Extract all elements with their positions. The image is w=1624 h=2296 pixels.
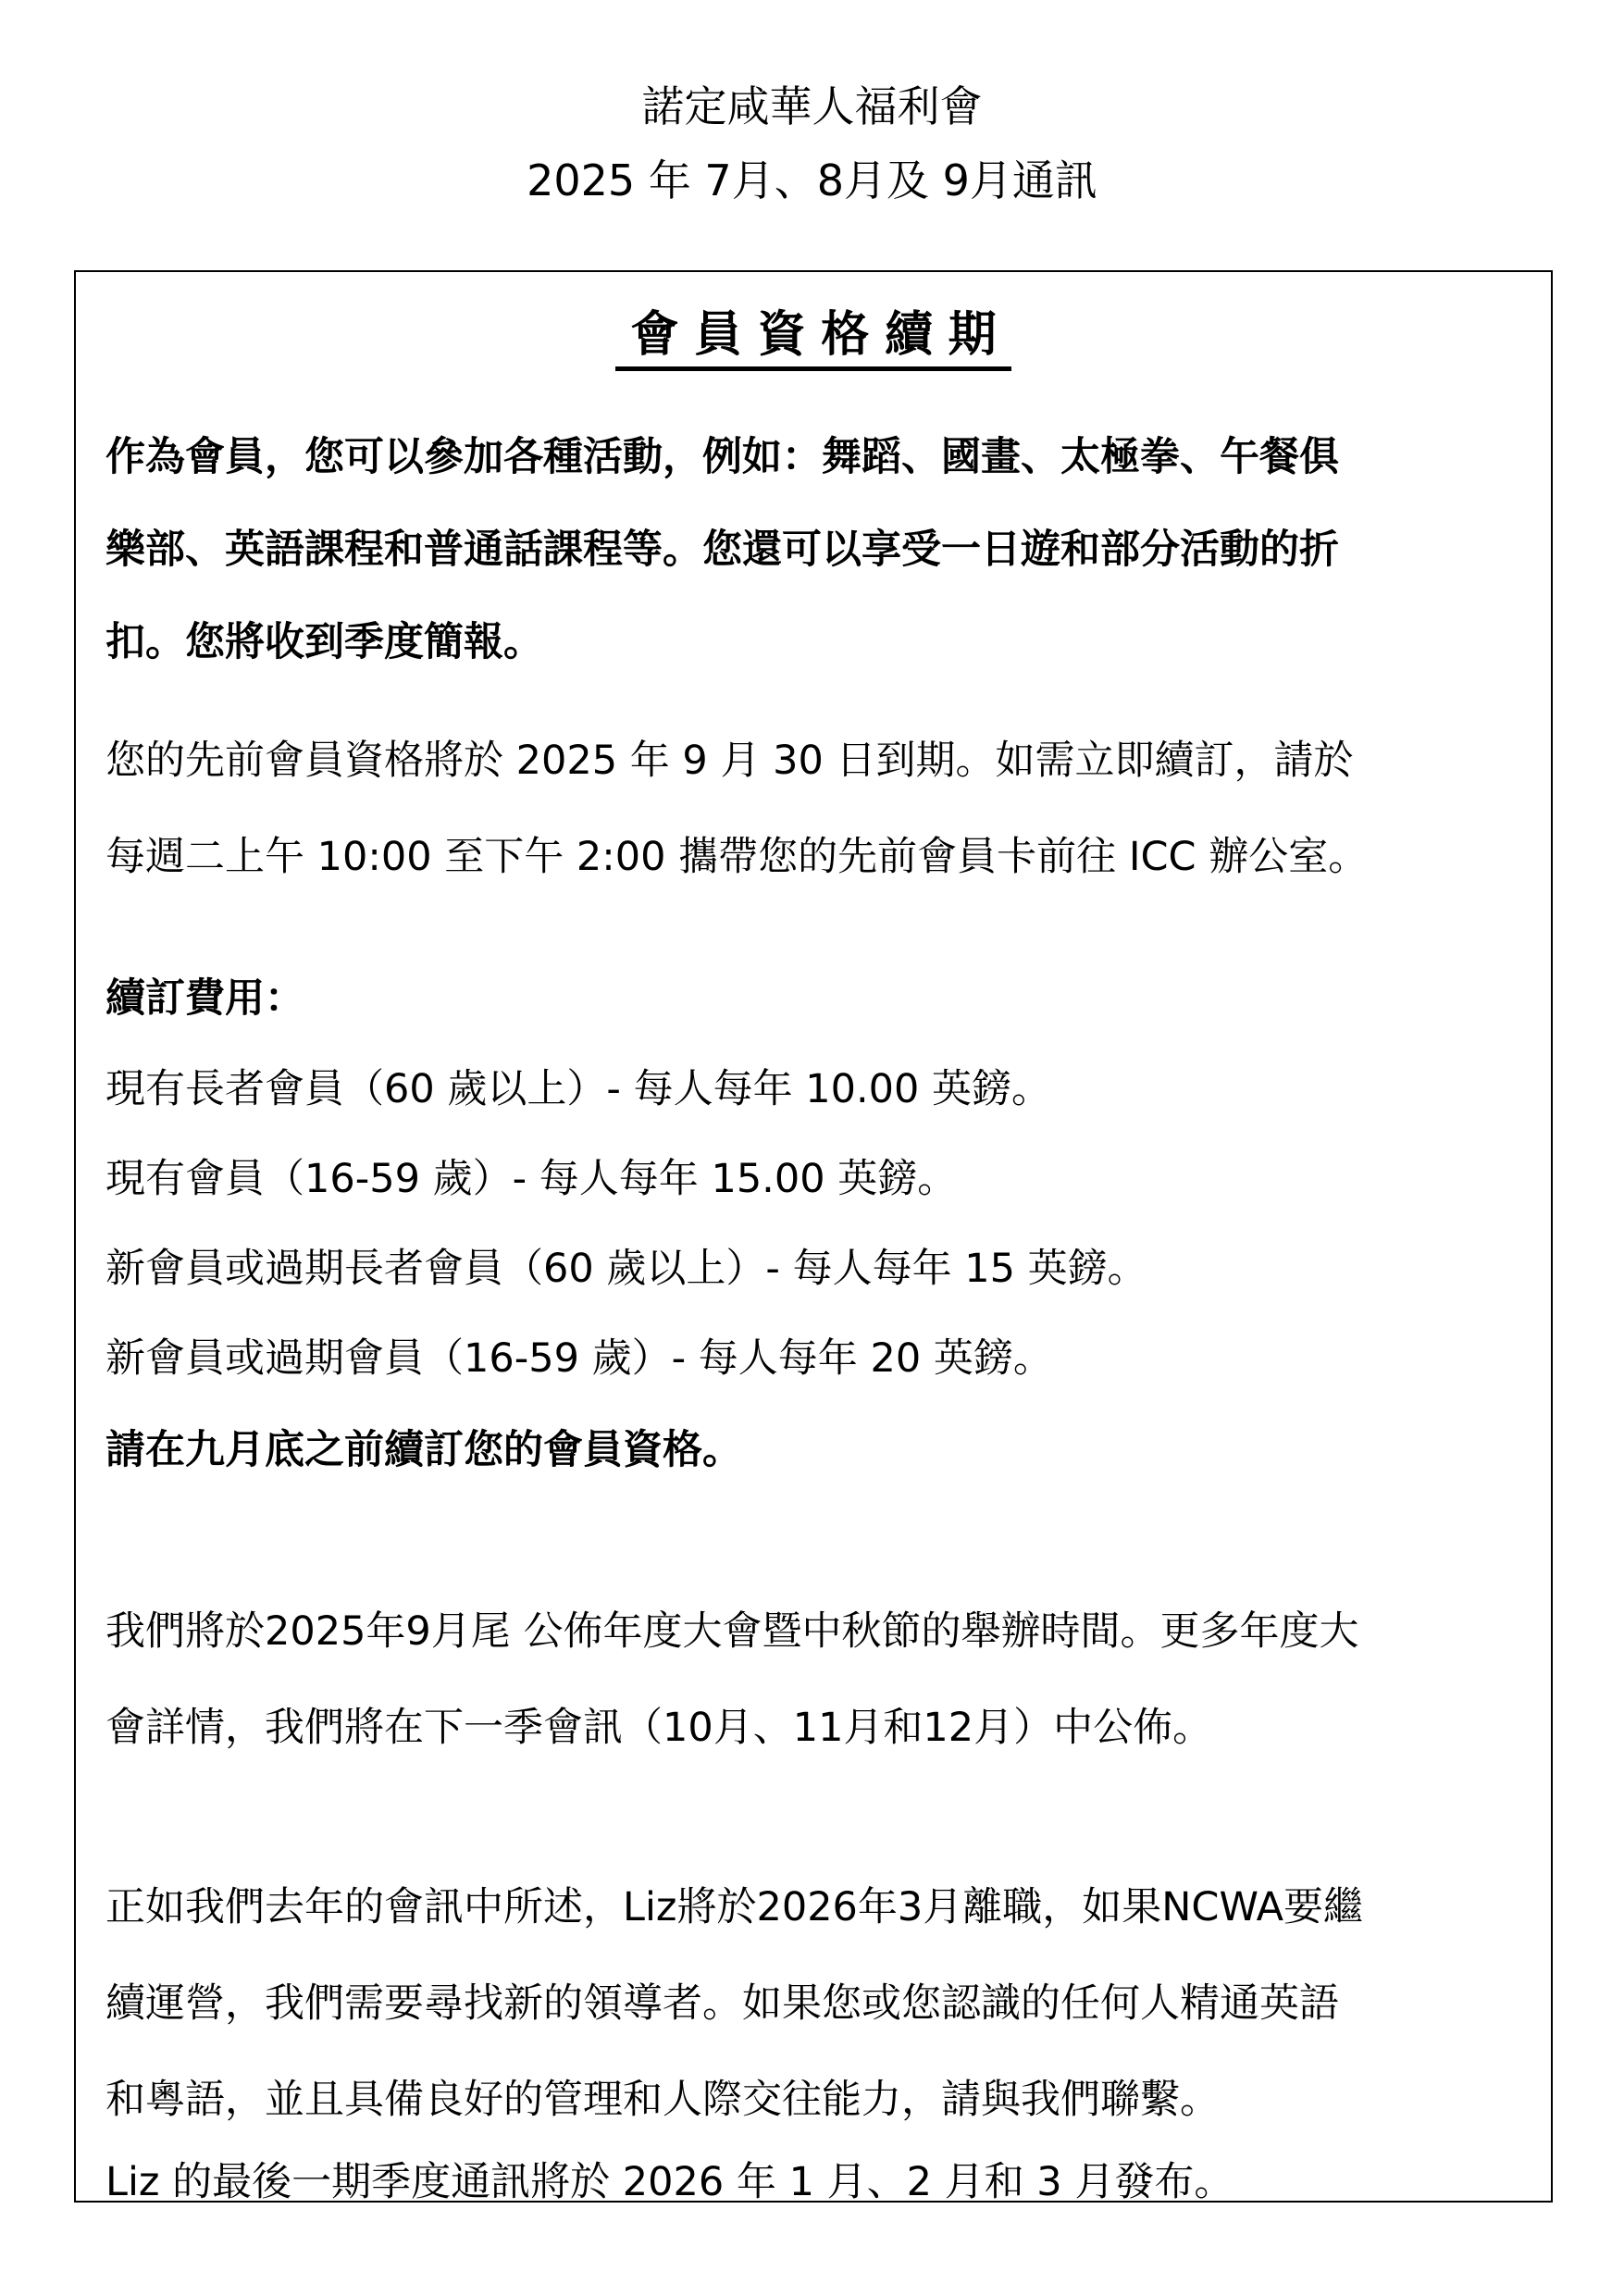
leadership-paragraph — [105, 1859, 1531, 2148]
agm-line: 會詳情，我們將在下一季會訊（10月、11月和12月）中公佈。 — [105, 1705, 1213, 1751]
leadership-line: 正如我們去年的會訊中所述，Liz將於2026年3月離職，如果NCWA要繼 — [105, 1884, 1364, 1930]
fees-heading: 續訂費用： — [105, 975, 304, 1022]
expiry-line: 每週二上午 10:00 至下午 2:00 攜帶您的先前會員卡前往 ICC 辦公室。 — [105, 834, 1369, 880]
renew-reminder: 請在九月底之前續訂您的會員資格。 — [105, 1427, 742, 1473]
fees-list — [105, 1045, 1531, 1404]
intro-line: 作為會員，您可以參加各種活動，例如：舞蹈、國畫、太極拳、午餐俱 — [105, 434, 1339, 480]
expiry-paragraph — [105, 713, 1531, 905]
agm-line: 我們將於2025年9月尾 公佈年度大會暨中秋節的舉辦時間。更多年度大 — [105, 1608, 1359, 1655]
fee-item: 現有長者會員（60 歲以上）- 每人每年 10.00 英鎊。 — [105, 1066, 1052, 1112]
newsletter-issue-title: 2025 年 7月、8月及 9月通訊 — [527, 155, 1097, 205]
fee-item: 新會員或過期長者會員（60 歲以上）- 每人每年 15 英鎊。 — [105, 1246, 1147, 1292]
leadership-line: 續運營，我們需要尋找新的領導者。如果您或您認識的任何人精通英語 — [105, 1980, 1339, 2027]
last-issue-note: Liz 的最後一期季度通訊將於 2026 年 1 月、2 月和 3 月發布。 — [105, 2159, 1234, 2205]
fee-item: 新會員或過期會員（16-59 歲）- 每人每年 20 英鎊。 — [105, 1335, 1053, 1382]
organization-title: 諾定咸華人福利會 — [641, 81, 983, 131]
intro-paragraph — [105, 411, 1531, 689]
membership-renewal-box — [74, 270, 1553, 2203]
intro-line: 扣。您將收到季度簡報。 — [105, 619, 543, 665]
leadership-line: 和粵語，並且具備良好的管理和人際交往能力，請與我們聯繫。 — [105, 2077, 1220, 2123]
intro-line: 樂部、英語課程和普通話課程等。您還可以享受一日遊和部分活動的折 — [105, 527, 1339, 573]
section-heading — [76, 307, 1551, 371]
section-heading-text: 會員資格續期 — [615, 311, 1011, 371]
expiry-line: 您的先前會員資格將於 2025 年 9 月 30 日到期。如需立即續訂，請於 — [105, 738, 1354, 784]
fee-item: 現有會員（16-59 歲）- 每人每年 15.00 英鎊。 — [105, 1156, 958, 1202]
agm-paragraph — [105, 1583, 1531, 1776]
